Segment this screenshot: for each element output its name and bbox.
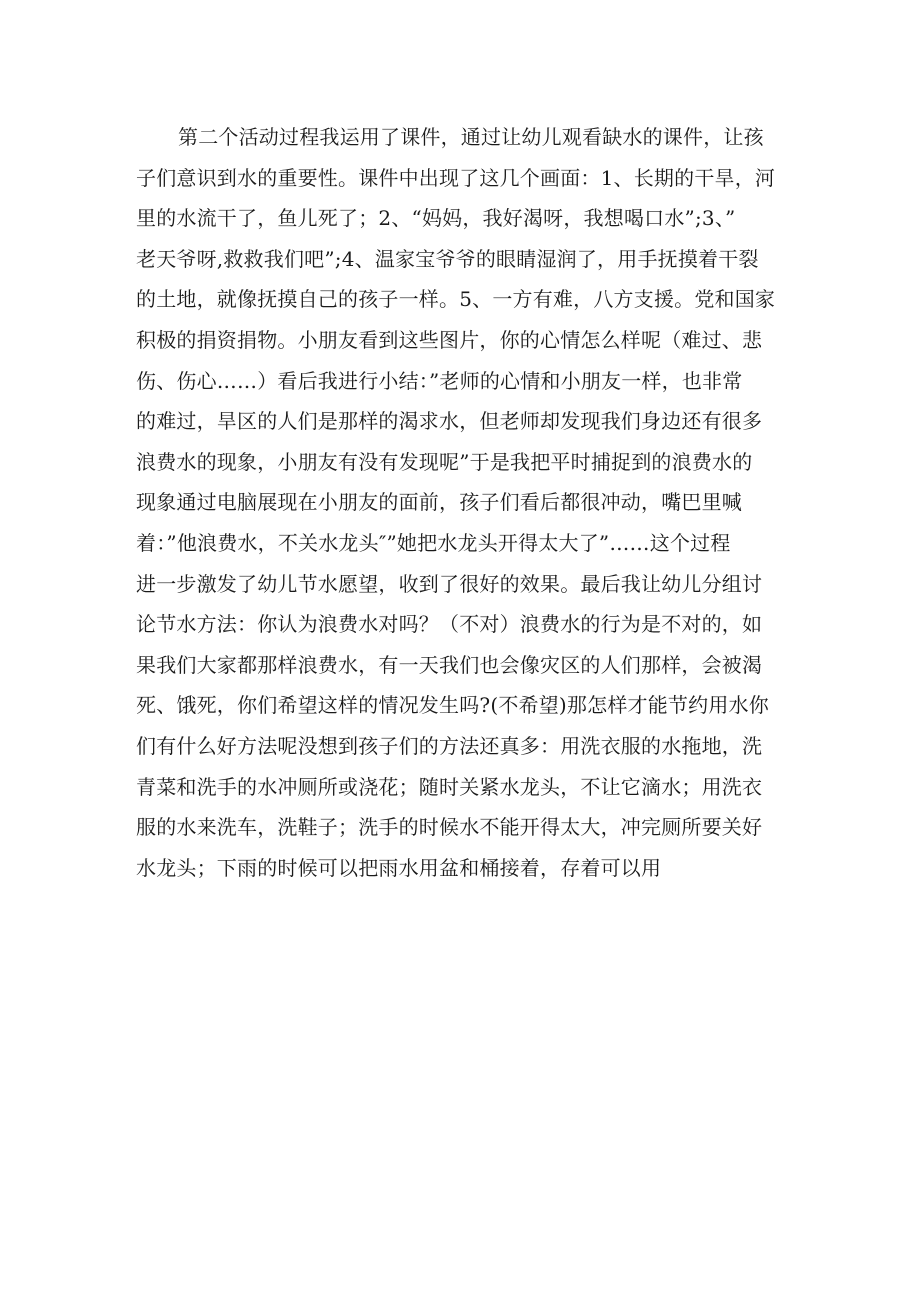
text-line: 进一步激发了幼儿节水愿望，收到了很好的效果。最后我让幼儿分组讨: [136, 571, 763, 596]
text-line: 着：”他浪费水，不关水龙头″”她把水龙头开得太大了”……这个过程: [136, 530, 731, 555]
body-paragraph: [136, 123, 776, 894]
text-line: 积极的捐资捐物。小朋友看到这些图片，你的心情怎么样呢（难过、悲: [136, 327, 763, 352]
text-line: 里的水流干了，鱼儿死了；2、“妈妈，我好渴呀，我想喝口水”;3、”: [136, 206, 736, 231]
text-line: 们有什么好方法呢没想到孩子们的方法还真多：用洗衣服的水拖地，洗: [136, 733, 763, 758]
text-line: 老天爷呀,救救我们吧”;4、温家宝爷爷的眼睛湿润了，用手抚摸着干裂: [136, 246, 759, 271]
text-line: 现象通过电脑展现在小朋友的面前，孩子们看后都很冲动，嘴巴里喊: [136, 490, 742, 515]
text-line: 浪费水的现象，小朋友有没有发现呢”于是我把平时捕捉到的浪费水的: [136, 449, 753, 474]
text-line: 伤、伤心……）看后我进行小结：”老师的心情和小朋友一样，也非常: [136, 368, 743, 393]
text-line: 子们意识到水的重要性。课件中出现了这几个画面：1、长期的干旱，河: [136, 165, 776, 190]
text-line: 水龙头；下雨的时候可以把雨水用盆和桶接着，存着可以用: [136, 855, 662, 880]
text-line: 的土地，就像抚摸自己的孩子一样。5、一方有难，八方支援。党和国家: [136, 287, 776, 312]
text-line: 的难过，旱区的人们是那样的渴求水，但老师却发现我们身边还有很多: [136, 409, 763, 434]
text-line: 果我们大家都那样浪费水，有一天我们也会像灾区的人们那样，会被渴: [136, 652, 763, 677]
text-line: 死、饿死，你们希望这样的情况发生吗?(不希望)那怎样才能节约用水你: [136, 693, 769, 718]
text-line: 青菜和洗手的水冲厕所或浇花；随时关紧水龙头，不让它滴水；用洗衣: [136, 774, 763, 799]
text-line: 服的水来洗车，洗鞋子；洗手的时候水不能开得太大，冲完厕所要关好: [136, 815, 763, 840]
text-line: 第二个活动过程我运用了课件，通过让幼儿观看缺水的课件，让孩: [178, 125, 764, 149]
text-line: 论节水方法：你认为浪费水对吗？（不对）浪费水的行为是不对的，如: [136, 612, 763, 637]
